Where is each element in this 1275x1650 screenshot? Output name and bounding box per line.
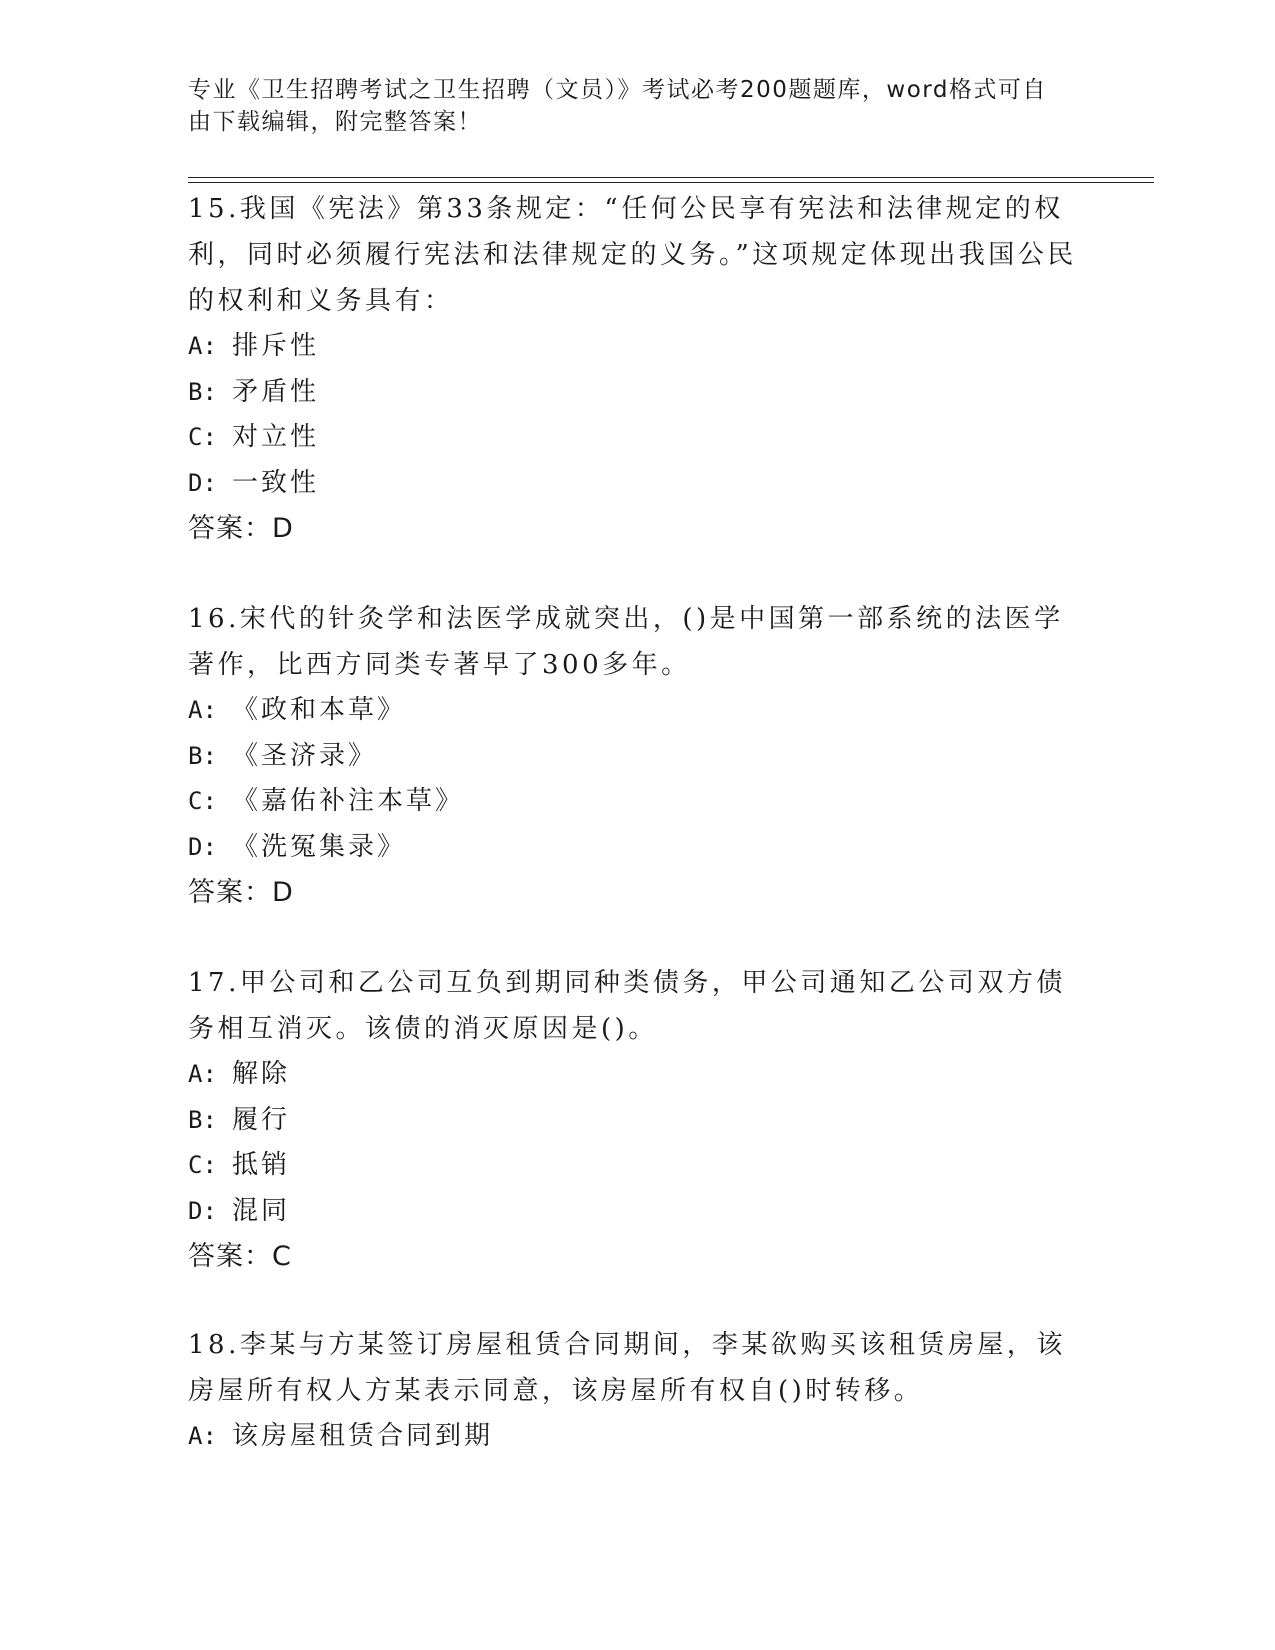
option-letter: D: — [188, 468, 217, 497]
option-d — [188, 825, 1088, 871]
question-15 — [188, 186, 1088, 552]
document-header: 专业《卫生招聘考试之卫生招聘（文员）》考试必考200题题库，word格式可自由下载编辑，附完整答案！ — [188, 77, 1047, 135]
option-letter: C: — [188, 1151, 217, 1179]
question-stem: 16.宋代的针灸学和法医学成就突出，()是中国第一部系统的法医学著作，比西方同类专著早了300多年。 — [188, 604, 1064, 680]
option-text: 矛盾性 — [232, 376, 320, 407]
question-16 — [188, 596, 1088, 916]
option-text: 该房屋租赁合同到期 — [232, 1421, 494, 1451]
question-stem: 15.我国《宪法》第33条规定：“任何公民享有宪法和法律规定的权利，同时必须履行宪法和法律规定的义务。”这项规定体现出我国公民的权利和义务具有： — [188, 194, 1077, 316]
answer-line: 答案：D — [188, 877, 294, 908]
option-text: 混同 — [232, 1195, 291, 1226]
option-b — [188, 734, 1088, 780]
option-d — [188, 1189, 1088, 1235]
option-text: 解除 — [232, 1059, 291, 1089]
option-text: 《圣济录》 — [232, 740, 378, 771]
question-18 — [188, 1322, 1088, 1460]
header-divider-bottom — [188, 182, 1154, 183]
answer-line: 答案：C — [188, 1241, 292, 1272]
option-letter: C: — [188, 787, 217, 815]
option-letter: B: — [188, 1105, 217, 1134]
question-17 — [188, 960, 1088, 1280]
option-letter: A: — [188, 696, 217, 724]
option-text: 抵销 — [232, 1150, 291, 1180]
option-letter: A: — [188, 1060, 217, 1088]
option-d — [188, 461, 1088, 507]
option-text: 《政和本草》 — [232, 695, 407, 725]
option-c — [188, 1143, 1088, 1189]
option-a — [188, 1052, 1088, 1098]
option-letter: B: — [188, 377, 217, 406]
option-text: 《洗冤集录》 — [232, 831, 407, 862]
option-letter: C: — [188, 423, 217, 451]
option-text: 排斥性 — [232, 331, 320, 361]
option-letter: B: — [188, 741, 217, 770]
option-a — [188, 324, 1088, 370]
option-letter: D: — [188, 832, 217, 861]
option-text: 履行 — [232, 1104, 291, 1135]
question-stem: 17.甲公司和乙公司互负到期同种类债务，甲公司通知乙公司双方债务相互消灭。该债的消灭原因是()。 — [188, 968, 1066, 1044]
option-text: 《嘉佑补注本草》 — [232, 786, 465, 816]
answer-line: 答案：D — [188, 513, 294, 544]
option-c — [188, 779, 1088, 825]
option-letter: A: — [188, 332, 217, 360]
option-a — [188, 688, 1088, 734]
option-c — [188, 415, 1088, 461]
option-b — [188, 1098, 1088, 1144]
header-divider-top — [188, 177, 1154, 178]
option-text: 对立性 — [232, 422, 320, 452]
option-b — [188, 370, 1088, 416]
option-letter: D: — [188, 1196, 217, 1225]
question-stem: 18.李某与方某签订房屋租赁合同期间，李某欲购买该租赁房屋，该房屋所有权人方某表示同意，该房屋所有权自()时转移。 — [188, 1330, 1066, 1406]
option-letter: A: — [188, 1422, 217, 1450]
option-text: 一致性 — [232, 467, 320, 498]
option-a — [188, 1414, 1088, 1460]
